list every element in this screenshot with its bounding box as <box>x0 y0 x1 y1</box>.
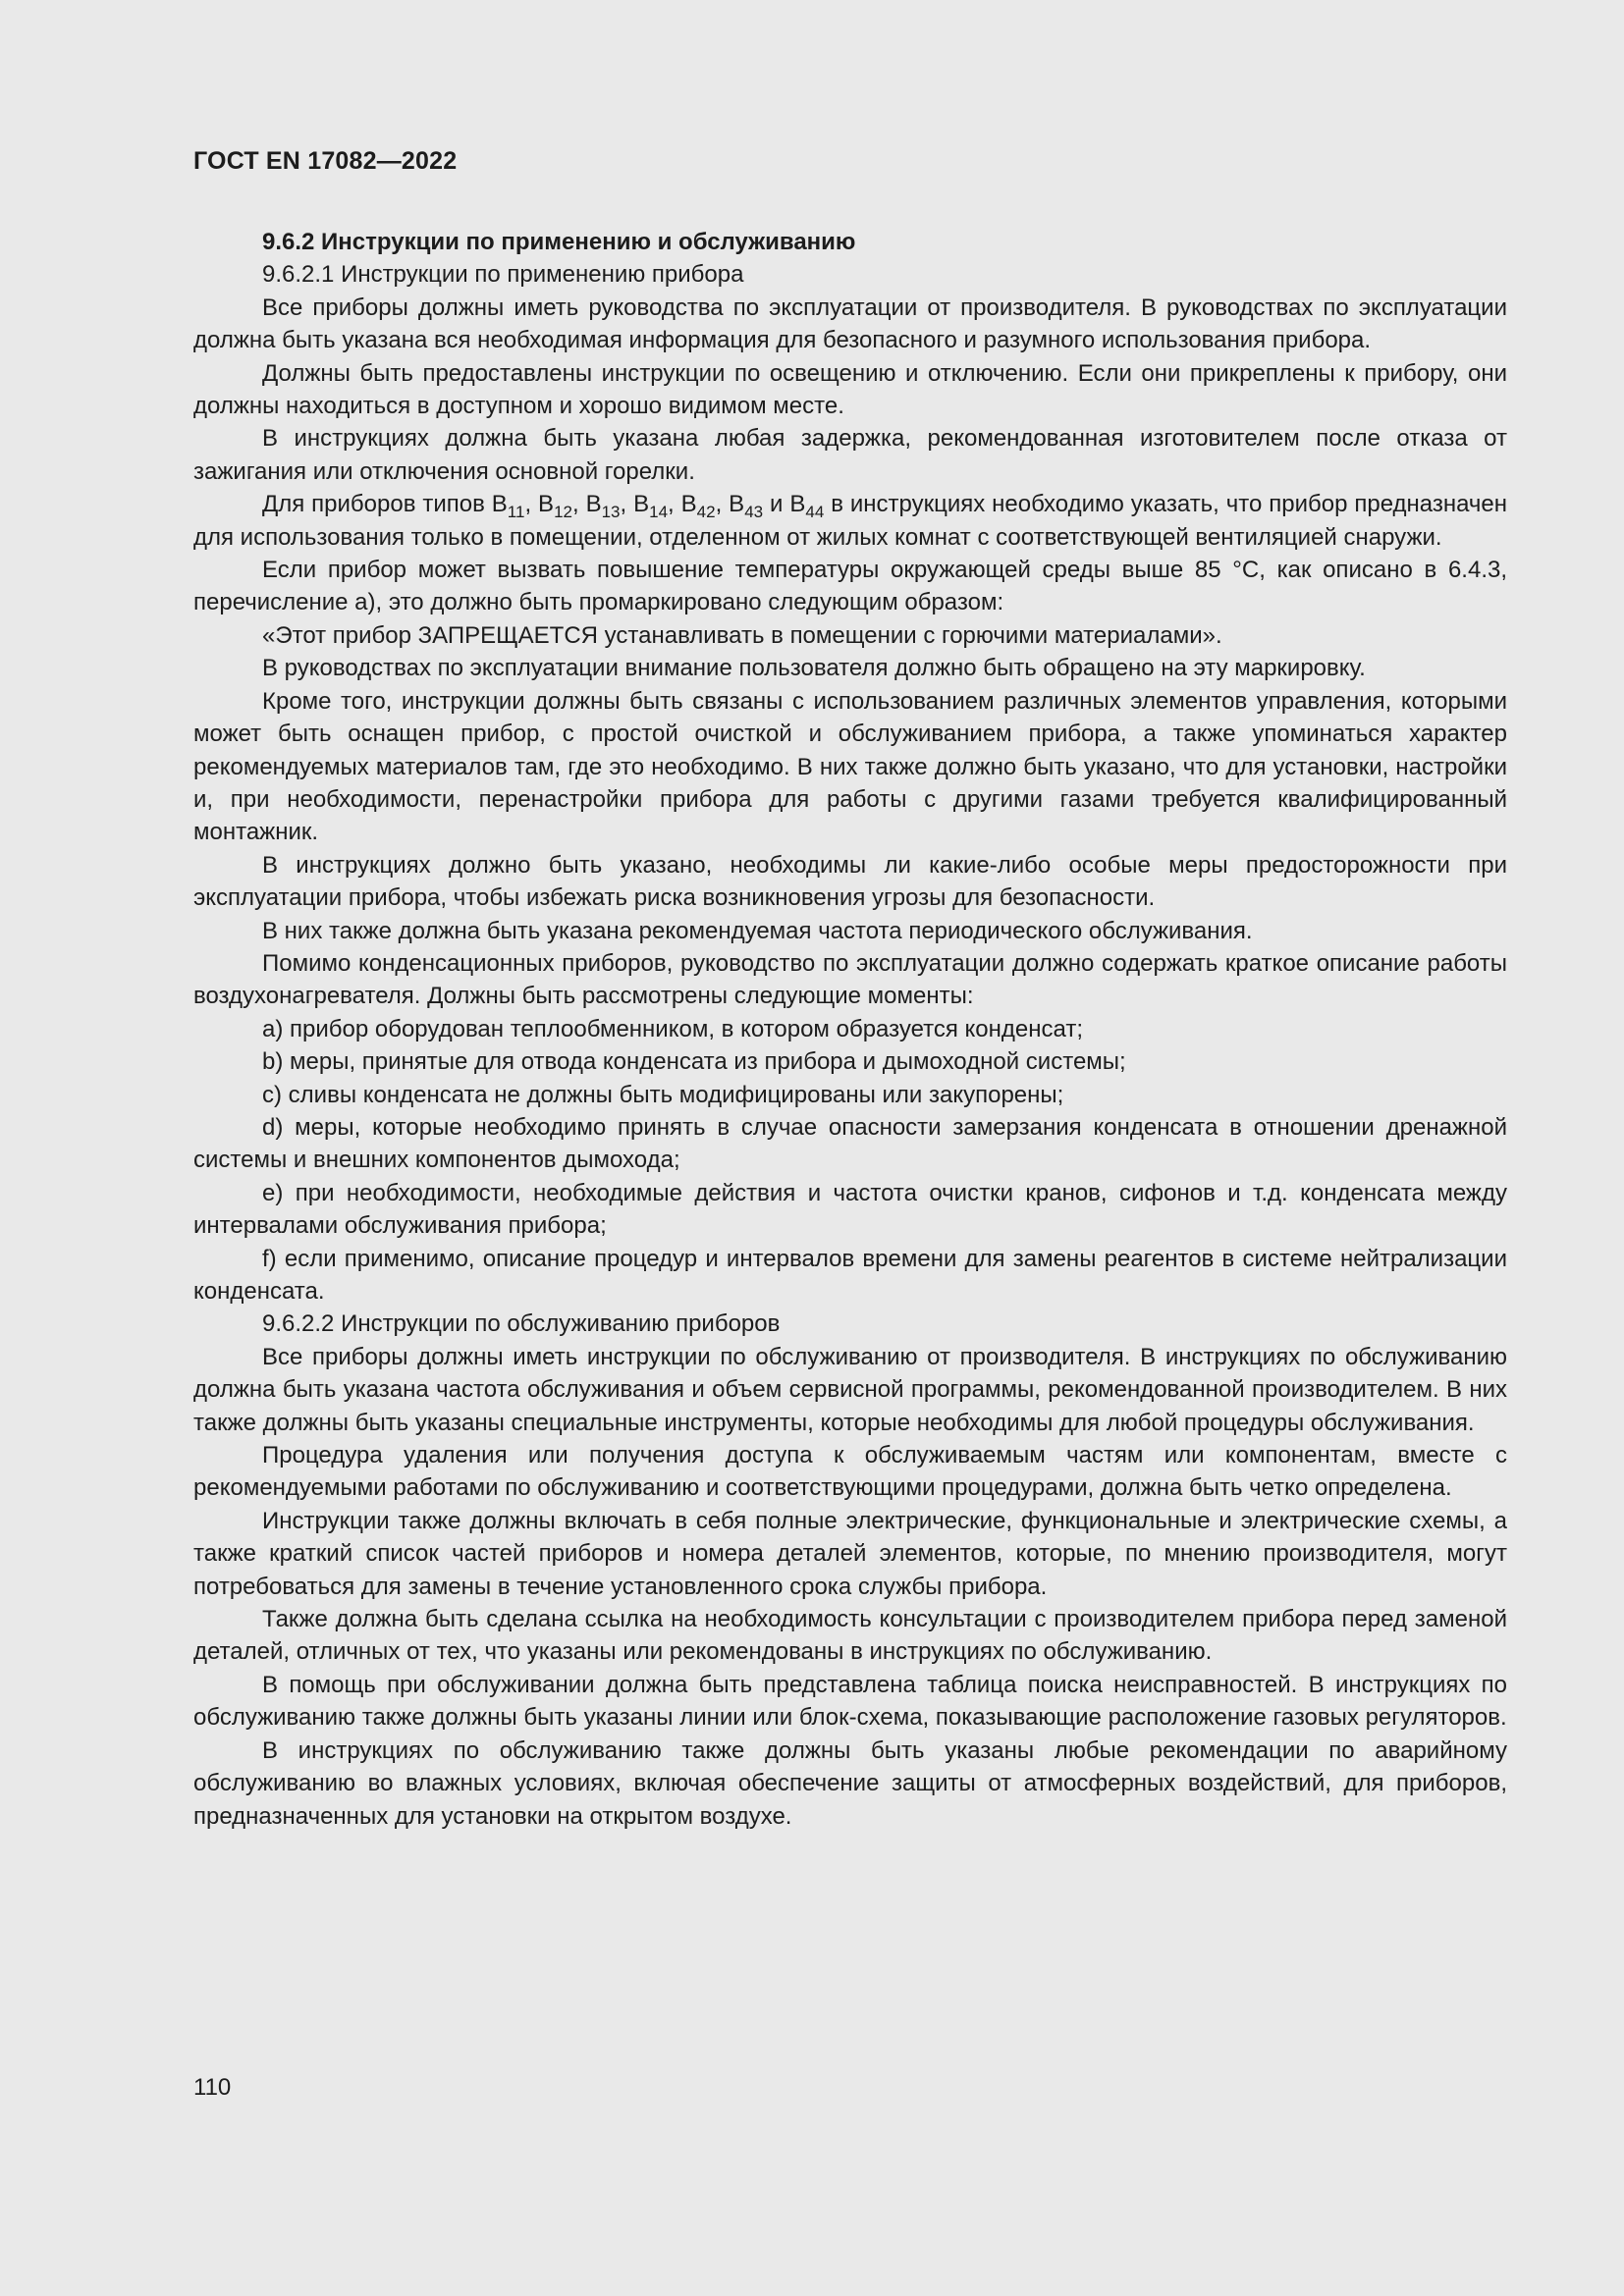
paragraph: В руководствах по эксплуатации внимание пользователя должно быть обращено на эту маркировку. <box>262 655 1366 682</box>
warning-marking-text: «Этот прибор ЗАПРЕЩАЕТСЯ устанавливать в помещении с горючими материалами». <box>262 621 1222 649</box>
type-b44: $B_{44}$ <box>789 491 825 522</box>
standard-code-header: ГОСТ EN 17082—2022 <box>193 147 458 175</box>
appliance-types-rest: в инструкциях необходимо указать, что прибор предназначен для использования только в помещении, отделенном от жилых комнат с соответствующей вентиляцией снаружи. <box>193 491 1508 551</box>
paragraph-appliance-types <box>193 488 1507 554</box>
paragraph: Все приборы должны иметь инструкции по обслуживанию от производителя. В инструкциях по обслуживанию должна быть указана частота обслуживания и объем сервисной программы, рекомендованной производителем. В них также должны быть указаны специальные инструменты, которые необходимы для любой процедуры обслуживания. <box>193 1343 1507 1436</box>
section-heading: 9.6.2 Инструкции по применению и обслуживанию <box>262 229 856 255</box>
page-number: 110 <box>193 2074 232 2101</box>
appliance-types-intro: Для приборов типов <box>262 491 492 518</box>
type-b13: $B_{13}$, <box>585 491 634 522</box>
list-item-e: e) при необходимости, необходимые действия и частота очистки кранов, сифонов и т.д. конденсата между интервалами обслуживания прибора; <box>193 1179 1507 1240</box>
document-body <box>193 226 1507 1833</box>
paragraph: Все приборы должны иметь руководства по эксплуатации от производителя. В руководствах по эксплуатации должна быть указана вся необходимая информация для безопасного и разумного использования прибора. <box>193 294 1507 354</box>
type-b12: $B_{12}$, <box>538 491 586 522</box>
paragraph: В инструкциях должна быть указана любая задержка, рекомендованная изготовителем после отказа от зажигания или отключения основной горелки. <box>193 425 1507 485</box>
type-b14: $B_{14}$, <box>633 491 681 522</box>
list-item-c: c) сливы конденсата не должны быть модифицированы или закупорены; <box>262 1081 1064 1108</box>
paragraph: Кроме того, инструкции должны быть связаны с использованием различных элементов управления, которыми может быть оснащен прибор, с простой очисткой и обслуживанием прибора, а также упоминаться характер рекомендуемых материалов там, где это необходимо. В них также должно быть указано, что для установки, настройки и, при необходимости, перенастройки прибора для работы с другими газами требуется квалифицированный монтажник. <box>193 687 1507 846</box>
paragraph: Если прибор может вызвать повышение температуры окружающей среды выше 85 °С, как описано в 6.4.3, перечисление а), это должно быть промаркировано следующим образом: <box>193 557 1507 616</box>
paragraph: Должны быть предоставлены инструкции по освещению и отключению. Если они прикреплены к прибору, они должны находиться в доступном и хорошо видимом месте. <box>193 359 1507 420</box>
paragraph: Также должна быть сделана ссылка на необходимость консультации с производителем прибора перед заменой деталей, отличных от тех, что указаны или рекомендованы в инструкциях по обслуживанию. <box>193 1606 1507 1666</box>
list-item-b: b) меры, принятые для отвода конденсата из прибора и дымоходной системы; <box>262 1048 1126 1076</box>
list-item-a: a) прибор оборудован теплообменником, в котором образуется конденсат; <box>262 1015 1083 1042</box>
list-item-f: f) если применимо, описание процедур и интервалов времени для замены реагентов в системе нейтрализации конденсата. <box>193 1245 1507 1305</box>
paragraph: Инструкции также должны включать в себя полные электрические, функциональные и электрические схемы, а также краткий список частей приборов и номера деталей элементов, которые, по мнению производителя, могут потребоваться для замены в течение установленного срока службы прибора. <box>193 1507 1507 1600</box>
paragraph: В инструкциях по обслуживанию также должны быть указаны любые рекомендации по аварийному обслуживанию во влажных условиях, включая обеспечение защиты от атмосферных воздействий, для приборов, предназначенных для установки на открытом воздухе. <box>193 1736 1507 1830</box>
paragraph: В инструкциях должно быть указано, необходимы ли какие-либо особые меры предосторожности при эксплуатации прибора, чтобы избежать риска возникновения угрозы для безопасности. <box>193 851 1507 912</box>
type-b42: $B_{42}$, <box>680 491 730 522</box>
type-b11: $B_{11}$, <box>491 491 539 522</box>
paragraph: В них также должна быть указана рекомендуемая частота периодического обслуживания. <box>262 917 1253 944</box>
paragraph: В помощь при обслуживании должна быть представлена таблица поиска неисправностей. В инструкциях по обслуживанию также должны быть указаны линии или блок-схема, показывающие расположение газовых регуляторов. <box>193 1671 1507 1732</box>
type-b43: $B_{43}$ и <box>729 491 790 522</box>
paragraph: Помимо конденсационных приборов, руководство по эксплуатации должно содержать краткое описание работы воздухонагревателя. Должны быть рассмотрены следующие моменты: <box>193 949 1507 1010</box>
subsection-heading-maintenance: 9.6.2.2 Инструкции по обслуживанию приборов <box>262 1310 781 1338</box>
list-item-d: d) меры, которые необходимо принять в случае опасности замерзания конденсата в отношении дренажной системы и внешних компонентов дымохода; <box>193 1113 1507 1174</box>
subsection-heading-usage: 9.6.2.1 Инструкции по применению прибора <box>262 261 744 289</box>
paragraph: Процедура удаления или получения доступа к обслуживаемым частям или компонентам, вместе с рекомендуемыми работами по обслуживанию и соответствующими процедурами, должна быть четко определена. <box>193 1442 1507 1502</box>
